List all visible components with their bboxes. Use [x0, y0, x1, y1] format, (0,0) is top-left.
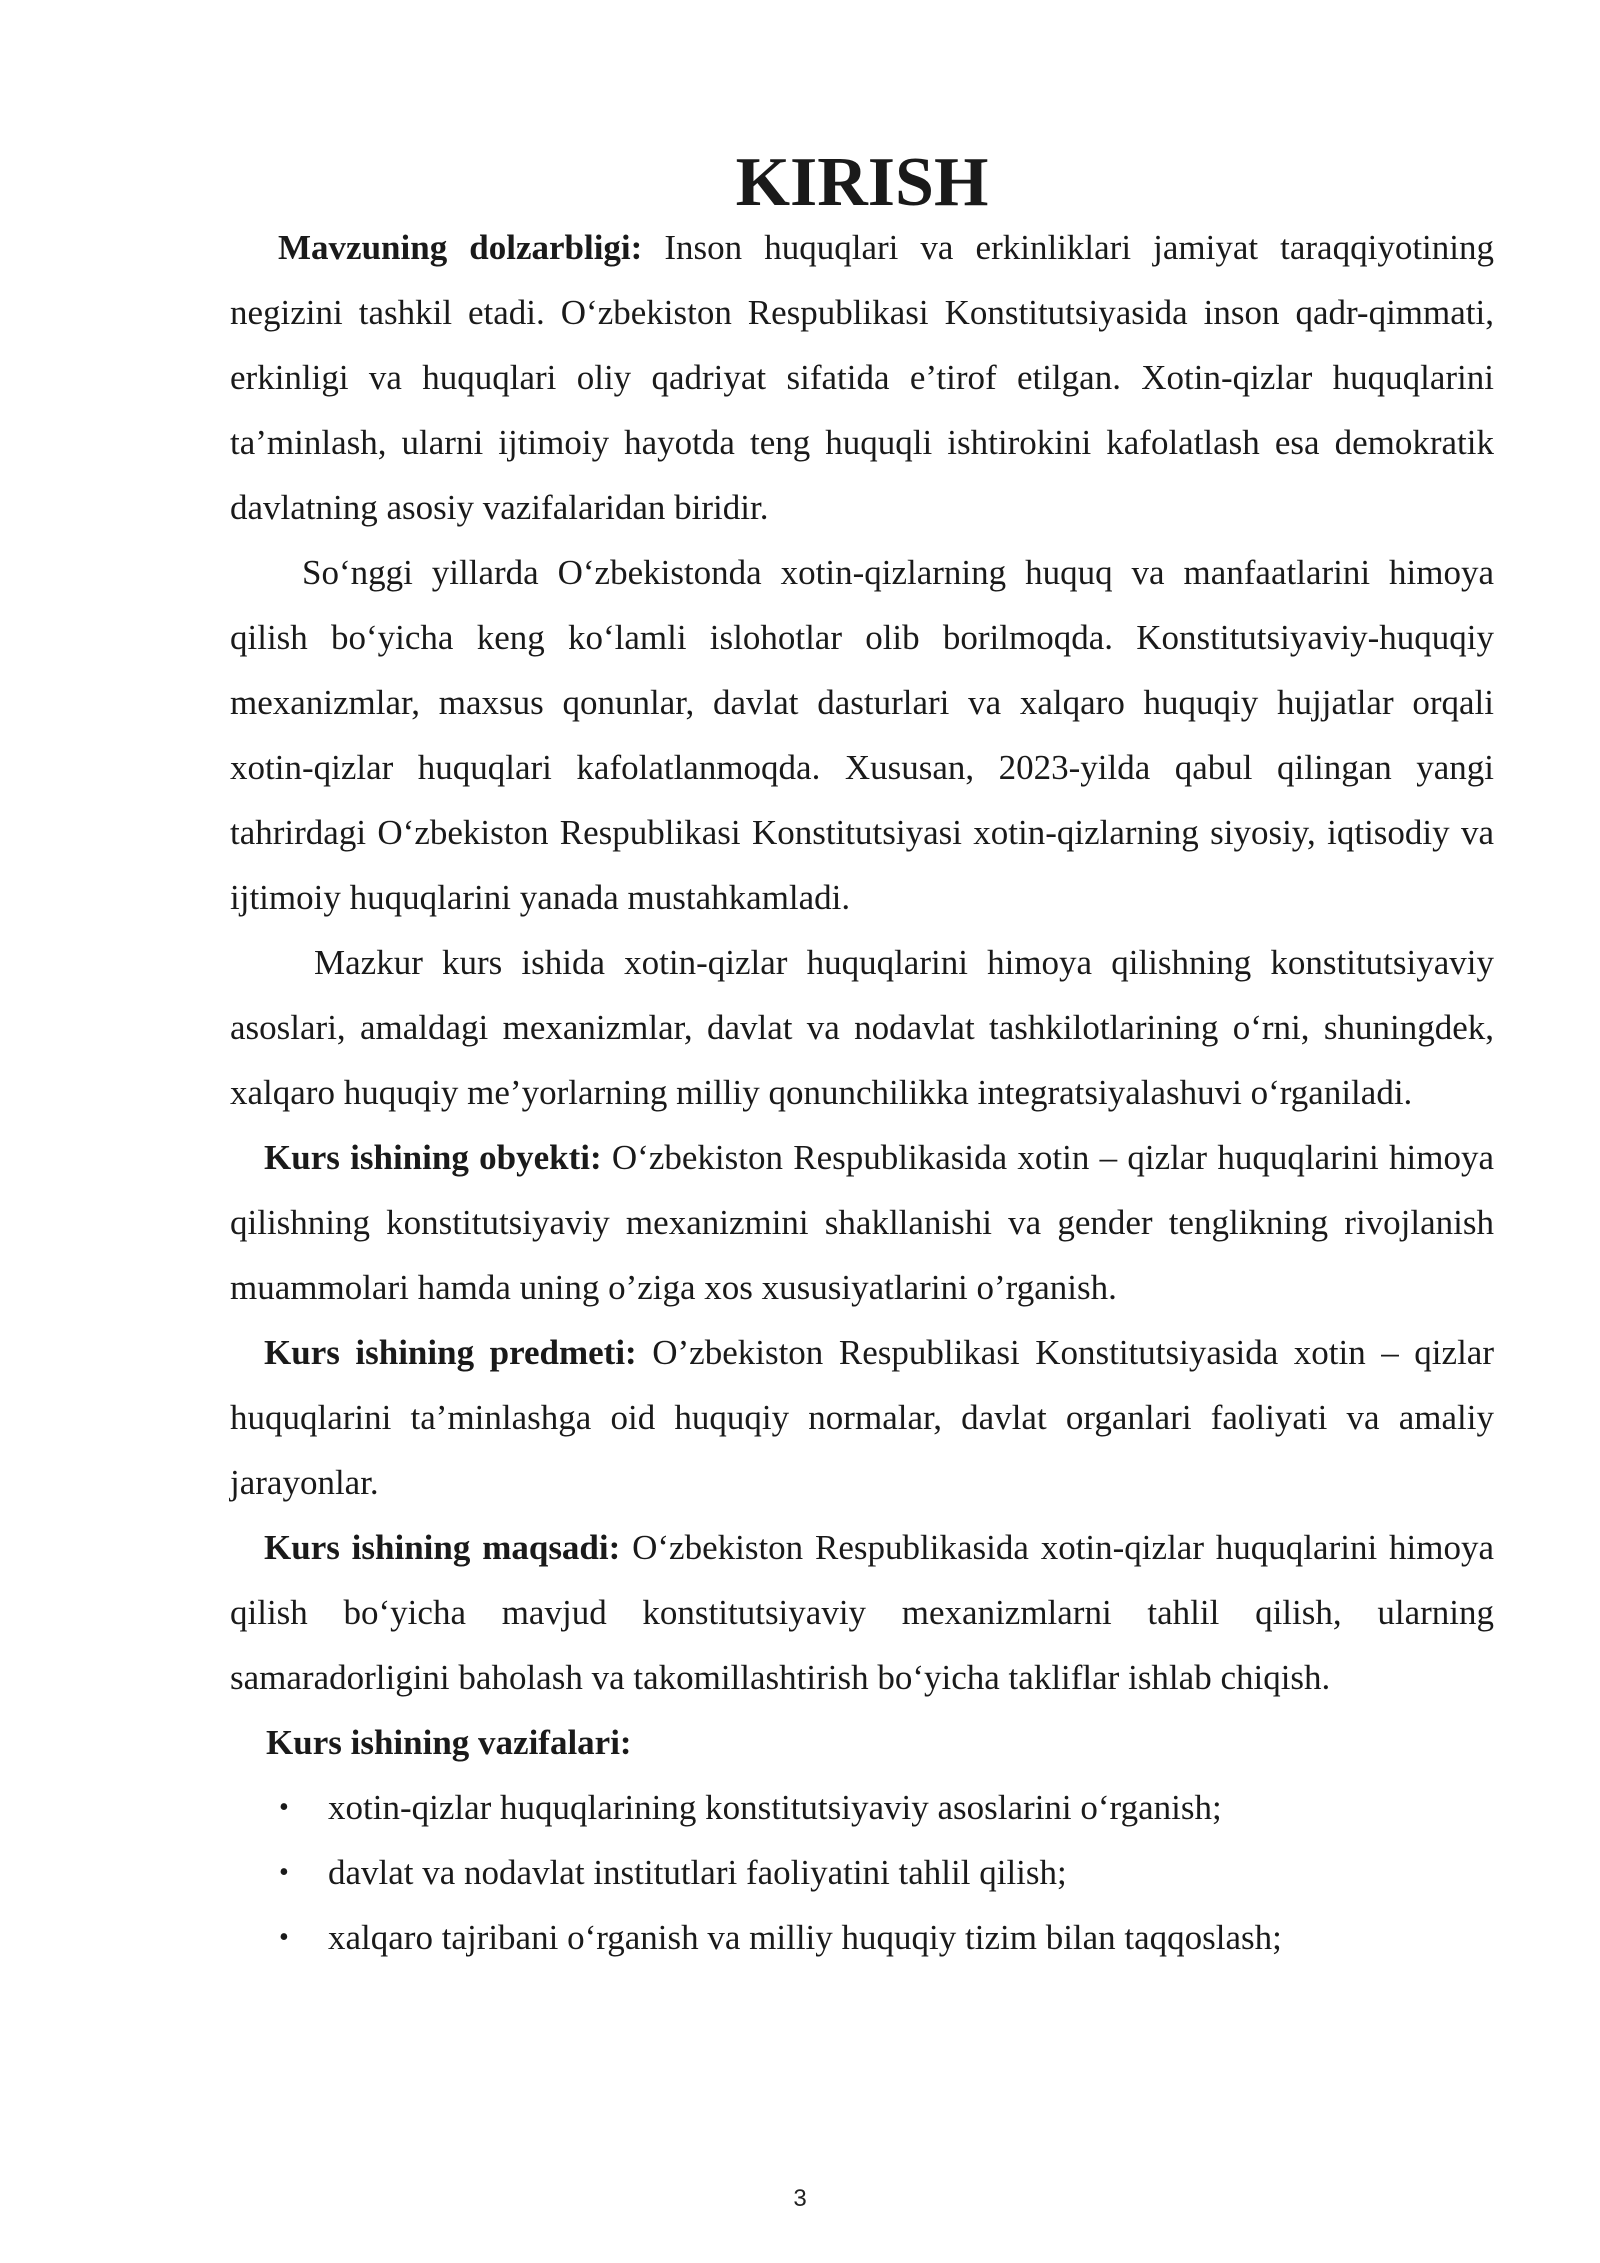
page-number: 3: [793, 2185, 807, 2212]
paragraph-text: So‘nggi yillarda O‘zbekistonda xotin-qizlarning huquq va manfaatlarini himoya qilish bo‘yicha keng ko‘lamli islohotlar olib borilmoqda. Konstitutsiyaviy-huquqiy mexanizmlar, maxsus qonunlar, davlat dasturlari va xalqaro huquqiy hujjatlar orqali xotin-qizlar huquqlari kafolatlanmoqda. Xususan, 2023-yilda qabul qilingan yangi tahrirdagi O‘zbekiston Respublikasi Konstitutsiyasi xotin-qizlarning siyosiy, iqtisodiy va ijtimoiy huquqlarini yanada mustahkamladi.: [230, 553, 1494, 917]
section-heading: KIRISH: [735, 144, 989, 221]
list-item: [230, 1905, 1494, 1970]
bullet-icon: •: [279, 1922, 289, 1953]
paragraph-subject: [230, 1320, 1494, 1515]
paragraph-text: O’zbekiston Respublikasi Konstitutsiyasida xotin – qizlar huquqlarini ta’minlashga oid huquqiy normalar, davlat organlari faoliyati va amaliy jarayonlar.: [230, 1333, 1494, 1502]
paragraph-relevance: [230, 215, 1494, 540]
paragraph-label: Mavzuning dolzarbligi:: [278, 228, 643, 267]
tasks-heading: Kurs ishining vazifalari:: [266, 1723, 632, 1762]
list-item: [230, 1840, 1494, 1905]
list-item-text: xotin-qizlar huquqlarining konstitutsiyaviy asoslarini o‘rganish;: [328, 1788, 1222, 1827]
paragraph-text: O‘zbekiston Respublikasida xotin-qizlar huquqlarini himoya qilish bo‘yicha mavjud konstitutsiyaviy mexanizmlarni tahlil qilish, ularning samaradorligini baholash va takomillashtirish bo‘yicha takliflar ishlab chiqish.: [230, 1528, 1494, 1697]
paragraph-scope: [230, 930, 1494, 1125]
paragraph-label: Kurs ishining maqsadi:: [264, 1528, 621, 1567]
list-item-text: xalqaro tajribani o‘rganish va milliy huquqiy tizim bilan taqqoslash;: [328, 1918, 1282, 1957]
paragraph-label: Kurs ishining obyekti:: [264, 1138, 602, 1177]
paragraph-reforms: [230, 540, 1494, 930]
paragraph-label: Kurs ishining predmeti:: [264, 1333, 637, 1372]
paragraph-goal: [230, 1515, 1494, 1710]
paragraph-text: O‘zbekiston Respublikasida xotin – qizlar huquqlarini himoya qilishning konstitutsiyaviy mexanizmini shakllanishi va gender tenglikning rivojlanish muammolari hamda uning o’ziga xos xususiyatlarini o’rganish.: [230, 1138, 1494, 1307]
paragraph-object: [230, 1125, 1494, 1320]
bullet-icon: •: [279, 1792, 289, 1823]
list-item: [230, 1775, 1494, 1840]
list-item-text: davlat va nodavlat institutlari faoliyatini tahlil qilish;: [328, 1853, 1067, 1892]
paragraph-text: Mazkur kurs ishida xotin-qizlar huquqlarini himoya qilishning konstitutsiyaviy asoslari, amaldagi mexanizmlar, davlat va nodavlat tashkilotlarining o‘rni, shuningdek, xalqaro huquqiy me’yorlarning milliy qonunchilikka integratsiyalashuvi o‘rganiladi.: [230, 943, 1494, 1112]
paragraph-text: Inson huquqlari va erkinliklari jamiyat taraqqiyotining negizini tashkil etadi. O‘zbekiston Respublikasi Konstitutsiyasida inson qadr-qimmati, erkinligi va huquqlari oliy qadriyat sifatida e’tirof etilgan. Xotin-qizlar huquqlarini ta’minlash, ularni ijtimoiy hayotda teng huquqli ishtirokini kafolatlash esa demokratik davlatning asosiy vazifalaridan biridir.: [230, 228, 1494, 527]
bullet-icon: •: [279, 1857, 289, 1888]
page-body: [230, 144, 1494, 1970]
tasks-list: [230, 1775, 1494, 1970]
